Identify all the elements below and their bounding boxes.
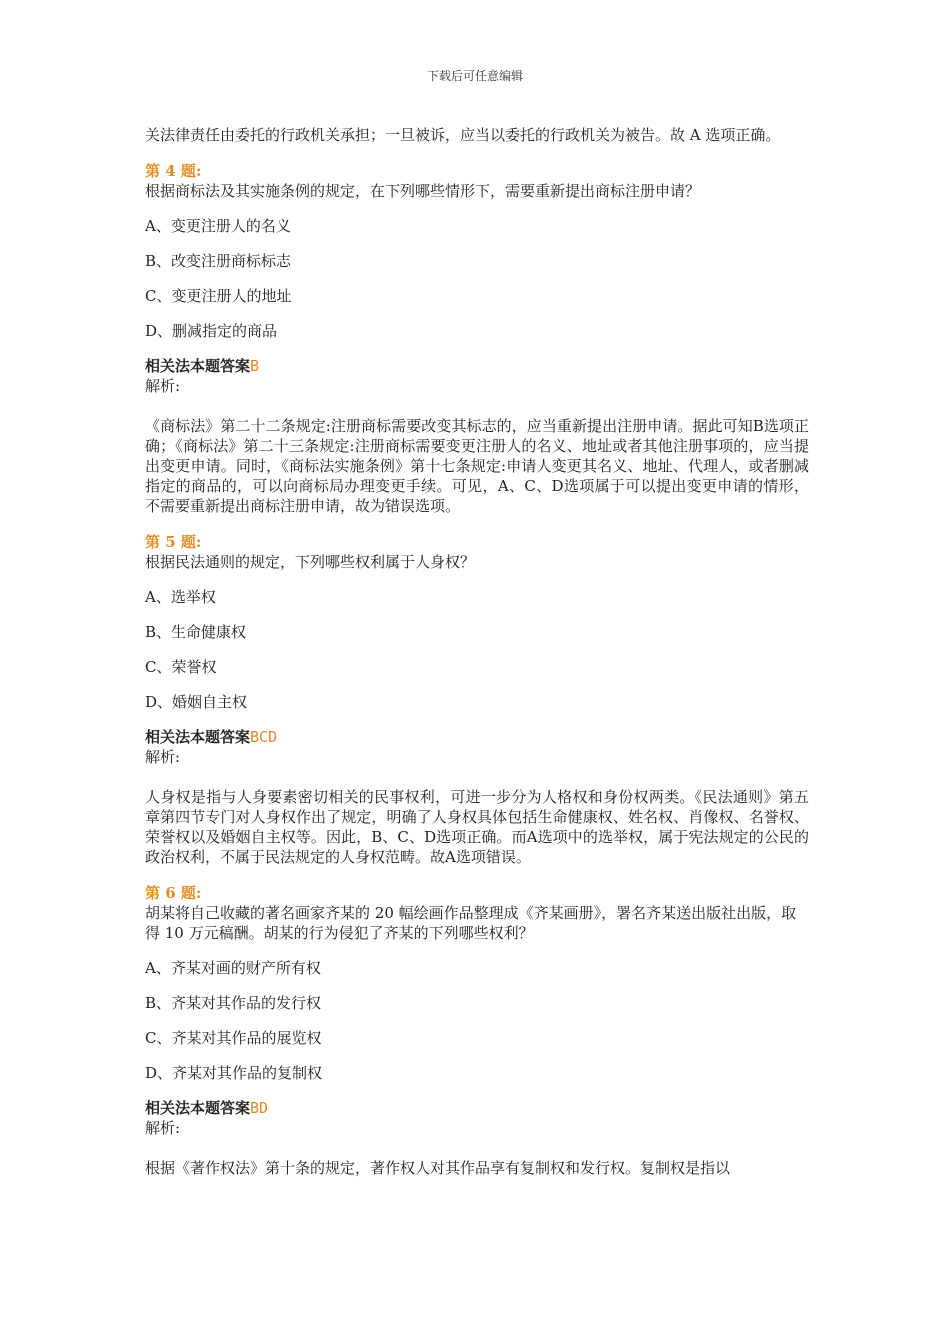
question-6 [145, 883, 809, 1178]
answer-value: BCD [250, 728, 278, 746]
answer-value: BD [250, 1099, 269, 1117]
option-c: C、齐某对其作品的展览权 [145, 1029, 322, 1047]
option-a: A、变更注册人的名义 [145, 217, 291, 235]
analysis-text: 人身权是指与人身要素密切相关的民事权利，可进一步分为人格权和身份权两类。《民法通则》第五章第四节专门对人身权作出了规定，明确了人身权具体包括生命健康权、姓名权、肖像权、名誉权、荣誉权以及婚姻自主权等。因此，B、C、D选项正确。而A选项中的选举权，属于宪法规定的公民的政治权利，不属于民法规定的人身权范畴。故A选项错误。 [145, 788, 809, 866]
analysis-label: 解析: [145, 748, 181, 766]
option-c: C、荣誉权 [145, 658, 217, 676]
analysis-text: 根据《著作权法》第十条的规定，著作权人对其作品享有复制权和发行权。复制权是指以 [145, 1159, 731, 1177]
answer-line [145, 1098, 809, 1118]
analysis-label: 解析: [145, 377, 181, 395]
question-4 [145, 161, 809, 516]
option-c: C、变更注册人的地址 [145, 287, 292, 305]
answer-value: B [250, 357, 260, 375]
question-title: 第 5 题: [145, 533, 202, 551]
answer-line [145, 727, 809, 747]
answer-label: 相关法本题答案 [145, 1099, 251, 1117]
question-title: 第 6 题: [145, 884, 202, 902]
question-stem: 根据商标法及其实施条例的规定，在下列哪些情形下，需要重新提出商标注册申请？ [145, 182, 701, 200]
answer-label: 相关法本题答案 [145, 728, 251, 746]
option-d: D、齐某对其作品的复制权 [145, 1064, 323, 1082]
option-b: B、生命健康权 [145, 623, 247, 641]
intro-paragraph: 关法律责任由委托的行政机关承担；一旦被诉，应当以委托的行政机关为被告。故 A 选项正确。 [145, 126, 781, 144]
analysis-label: 解析: [145, 1119, 181, 1137]
answer-line [145, 356, 809, 376]
option-d: D、婚姻自主权 [145, 693, 248, 711]
option-b: B、齐某对其作品的发行权 [145, 994, 322, 1012]
question-stem: 根据民法通则的规定，下列哪些权利属于人身权？ [145, 553, 476, 571]
question-stem: 胡某将自己收藏的著名画家齐某的 20 幅绘画作品整理成《齐某画册》，署名齐某送出版社出版，取得 10 万元稿酬。胡某的行为侵犯了齐某的下列哪些权利？ [145, 904, 797, 942]
option-a: A、选举权 [145, 588, 216, 606]
page-header: 下载后可任意编辑 [426, 69, 523, 83]
option-b: B、改变注册商标标志 [145, 252, 292, 270]
answer-label: 相关法本题答案 [145, 357, 251, 375]
question-5 [145, 532, 809, 867]
option-a: A、齐某对画的财产所有权 [145, 959, 321, 977]
analysis-text: 《商标法》第二十二条规定:注册商标需要改变其标志的，应当重新提出注册申请。据此可知B选项正确；《商标法》第二十三条规定:注册商标需要变更注册人的名义、地址或者其他注册事项的，应当提出变更申请。同时，《商标法实施条例》第十七条规定:申请人变更其名义、地址、代理人，或者删减指定的商品的，可以向商标局办理变更手续。可见，A、C、D选项属于可以提出变更申请的情形，不需要重新提出商标注册申请，故为错误选项。 [145, 417, 809, 515]
document-body [145, 125, 809, 1178]
option-d: D、删减指定的商品 [145, 322, 278, 340]
question-title: 第 4 题: [145, 162, 202, 180]
